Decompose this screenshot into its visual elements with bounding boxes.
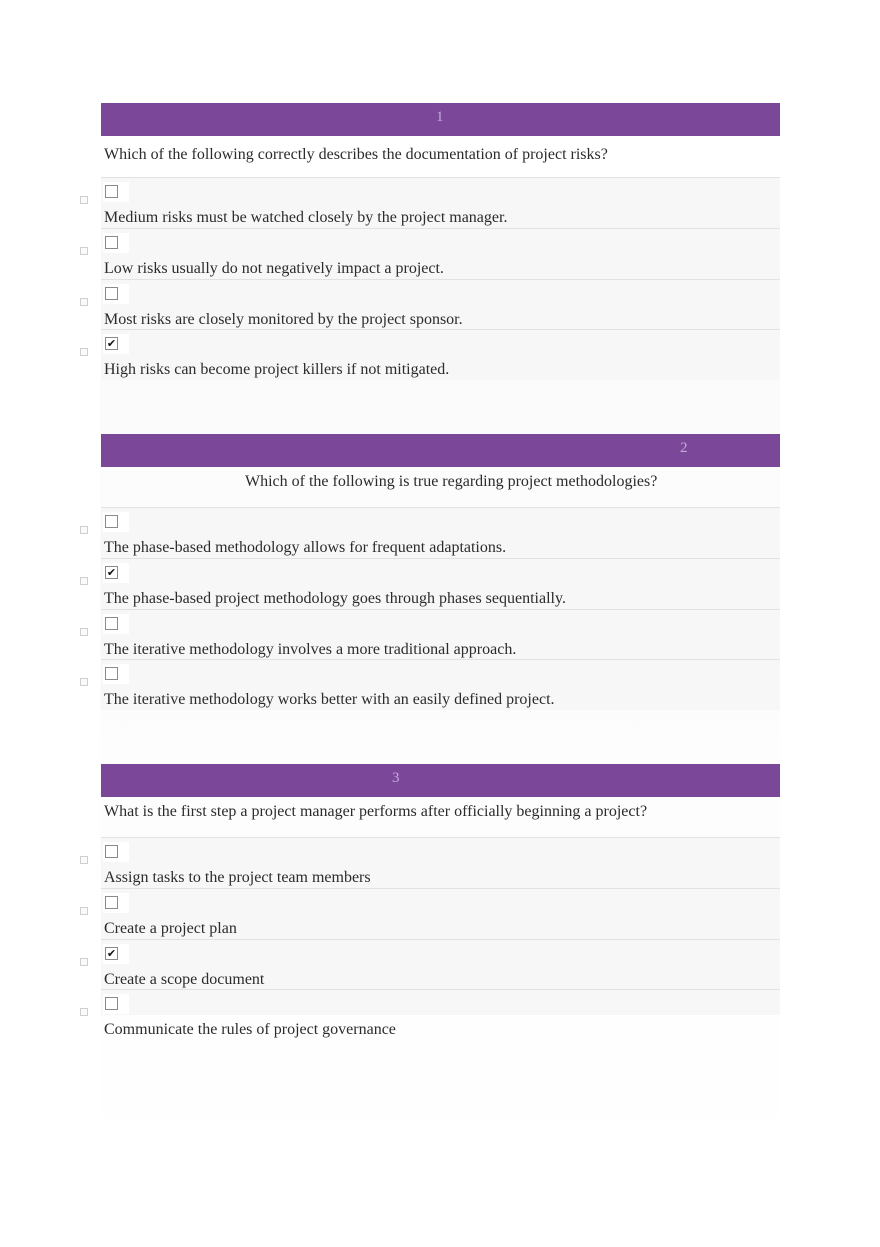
option-label: The phase-based methodology allows for frequent adaptations.	[104, 539, 507, 556]
checkbox[interactable]: ✔	[106, 566, 117, 579]
question-2-option-1[interactable]	[101, 507, 780, 558]
checkbox[interactable]: ✔	[106, 947, 117, 960]
checkbox[interactable]	[105, 997, 118, 1010]
option-label: The iterative methodology works better with an easily defined project.	[104, 691, 555, 708]
question-2-option-3[interactable]	[101, 609, 780, 660]
option-label: The phase-based project methodology goes through phases sequentially.	[104, 590, 566, 607]
checkbox[interactable]	[105, 185, 118, 198]
option-label: Create a scope document	[104, 971, 265, 988]
option-label: Low risks usually do not negatively impact a project.	[104, 260, 444, 277]
side-marker	[80, 856, 88, 864]
option-label: Medium risks must be watched closely by the project manager.	[104, 209, 508, 226]
side-marker	[80, 348, 88, 356]
side-marker	[80, 907, 88, 915]
question-1-option-1[interactable]	[101, 177, 780, 228]
question-2-text: Which of the following is true regarding project methodologies?	[245, 473, 658, 490]
question-number: 3	[392, 770, 400, 786]
side-marker	[80, 958, 88, 966]
question-3-option-2[interactable]	[101, 888, 780, 939]
checkbox[interactable]	[105, 617, 118, 630]
side-marker	[80, 1008, 88, 1016]
side-marker	[80, 247, 88, 255]
question-1-option-3[interactable]	[101, 279, 780, 330]
question-1-text: Which of the following correctly describes the documentation of project risks?	[104, 146, 608, 163]
side-marker	[80, 196, 88, 204]
checkbox[interactable]	[105, 667, 118, 680]
question-2-option-4[interactable]	[101, 659, 780, 710]
side-marker	[80, 628, 88, 636]
option-label: Create a project plan	[104, 920, 237, 937]
question-2-option-2[interactable]	[101, 558, 780, 609]
question-3-option-3[interactable]	[101, 939, 780, 990]
checkbox[interactable]	[105, 236, 118, 249]
question-3-option-4[interactable]	[101, 989, 780, 1038]
question-1-option-4[interactable]	[101, 329, 780, 380]
checkbox[interactable]	[105, 845, 118, 858]
option-label: Assign tasks to the project team members	[104, 869, 371, 886]
checkbox[interactable]: ✔	[106, 337, 117, 350]
option-label: Most risks are closely monitored by the project sponsor.	[104, 311, 463, 328]
question-number: 2	[680, 440, 688, 456]
question-number: 1	[436, 109, 444, 125]
question-3-header	[101, 764, 780, 797]
question-3-text: What is the first step a project manager performs after officially beginning a project?	[104, 803, 648, 820]
side-marker	[80, 298, 88, 306]
question-1-header	[101, 103, 780, 136]
checkbox[interactable]	[105, 896, 118, 909]
option-label: High risks can become project killers if not mitigated.	[104, 361, 450, 378]
side-marker	[80, 678, 88, 686]
question-2-header	[101, 434, 780, 467]
checkbox[interactable]	[105, 287, 118, 300]
option-label: Communicate the rules of project governance	[104, 1021, 396, 1038]
checkbox[interactable]	[105, 515, 118, 528]
question-1-option-2[interactable]	[101, 228, 780, 279]
question-3-option-1[interactable]	[101, 837, 780, 888]
option-label: The iterative methodology involves a more traditional approach.	[104, 641, 517, 658]
side-marker	[80, 526, 88, 534]
side-marker	[80, 577, 88, 585]
